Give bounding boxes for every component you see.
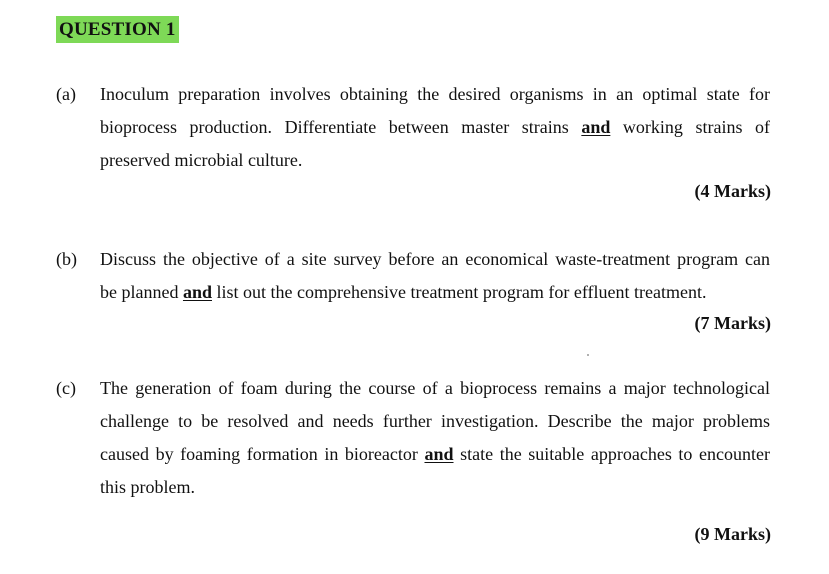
part-c-marks: (9 Marks) [694,524,771,544]
question-title: QUESTION 1 [56,16,179,43]
part-a-line-1: Inoculum preparation involves obtaining the desired organisms in an optimal state for [100,84,770,104]
part-c-text [100,372,770,504]
emphasis-and: and [581,117,611,137]
part-c-line-2: challenge to be resolved and needs further investigation. Describe the major problems [100,411,770,431]
emphasis-and: and [424,444,454,464]
part-a-line-3: preserved microbial culture. [100,150,303,170]
part-c-label: (c) [56,378,76,398]
part-b-line-1: Discuss the objective of a site survey before an economical waste-treatment program can [100,249,770,269]
part-b-line-2: be planned and list out the comprehensive treatment program for effluent treatment. [100,282,707,302]
part-b-text [100,243,770,309]
part-a-text [100,78,770,177]
part-a-line-2: bioprocess production. Differentiate between master strains and working strains of [100,117,771,137]
part-c-line-4: this problem. [100,477,195,497]
part-b-marks: (7 Marks) [694,313,771,333]
emphasis-and: and [182,282,212,302]
scan-speck [587,354,589,356]
part-c-line-1: The generation of foam during the course of a bioprocess remains a major technological [100,378,770,398]
part-a-marks: (4 Marks) [694,181,771,201]
part-b-label: (b) [56,249,77,269]
part-a-label: (a) [56,84,76,104]
part-c-line-3: caused by foaming formation in bioreactor and state the suitable approaches to encounter [100,444,770,464]
